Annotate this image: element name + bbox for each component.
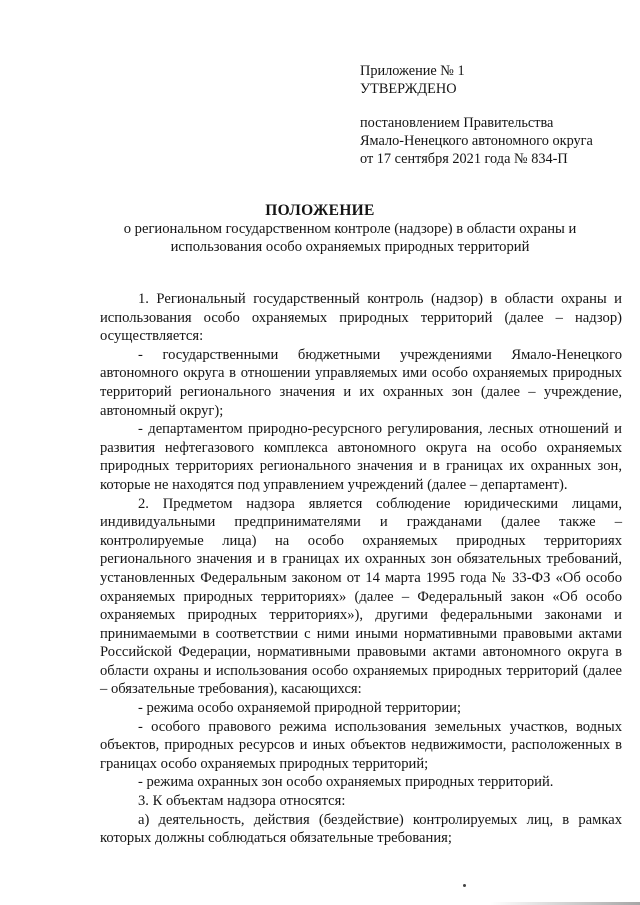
approval-date: от 17 сентября 2021 года № 834-П [360, 151, 568, 167]
paragraph-2-item-protected-zones: - режима охранных зон особо охраняемых природных территорий. [138, 774, 554, 791]
approval-authority: Ямало-Ненецкого автономного округа [360, 133, 593, 149]
paragraph-1: 1. Региональный государственный контроль (надзор) в области охраны и использования особо охраняемых природных территорий (далее – надзор) осуществляется: [100, 291, 622, 345]
scan-speck [463, 884, 466, 887]
paragraph-3-item-a: а) деятельность, действия (бездействие) контролируемых лиц, в рамках которых должны соблюдаться обязательные требования; [100, 811, 622, 847]
document-subtitle: о региональном государственном контроле (надзоре) в области охраны и использования особо охраняемых природных территорий [123, 221, 577, 255]
paragraph-2-item-regime: - режима особо охраняемой природной территории; [138, 700, 462, 717]
paragraph-1-item-institutions: - государственными бюджетными учреждениями Ямало-Ненецкого автономного округа в отношении управляемых ими особо охраняемых природных территорий регионального значения и их охранных зон (далее – учреждение, автономный округ); [100, 346, 622, 419]
paragraph-1-item-department: - департаментом природно-ресурсного регулирования, лесных отношений и развития нефтегазового комплекса автономного округа на особо охраняемых природных территориях регионального значения и в границах их охранных зон, которые не находятся под управлением учреждений (далее – департамент). [100, 421, 622, 493]
document-body [100, 290, 622, 848]
approved-stamp: УТВЕРЖДЕНО [360, 81, 457, 97]
document-title: ПОЛОЖЕНИЕ [265, 202, 375, 219]
approval-resolution: постановлением Правительства [360, 115, 554, 131]
appendix-number: Приложение № 1 [360, 63, 465, 79]
paragraph-2-item-legal-regime: - особого правового режима использования земельных участков, водных объектов, природных ресурсов и иных объектов недвижимости, расположенных в границах особо охраняемых природных территорий; [100, 718, 622, 772]
paragraph-2: 2. Предметом надзора является соблюдение юридическими лицами, индивидуальными предпринимателями и гражданами (далее также – контролируемые лица) на особо охраняемых природных территориях регионального значения и в границах их охранных зон обязательных требований, установленных Федеральным законом от 14 марта 1995 года № 33-ФЗ «Об особо охраняемых природных территориях» (далее – Федеральный закон «Об особо охраняемых природных территориях»), другими федеральными законами и принимаемыми в соответствии с ними иными нормативными правовыми актами Российской Федерации, нормативными правовыми актами автономного округа в области охраны и использования особо охраняемых природных территорий (далее – обязательные требования), касающихся: [100, 495, 622, 698]
approval-block [360, 62, 630, 168]
paragraph-3: 3. К объектам надзора относятся: [138, 793, 346, 810]
